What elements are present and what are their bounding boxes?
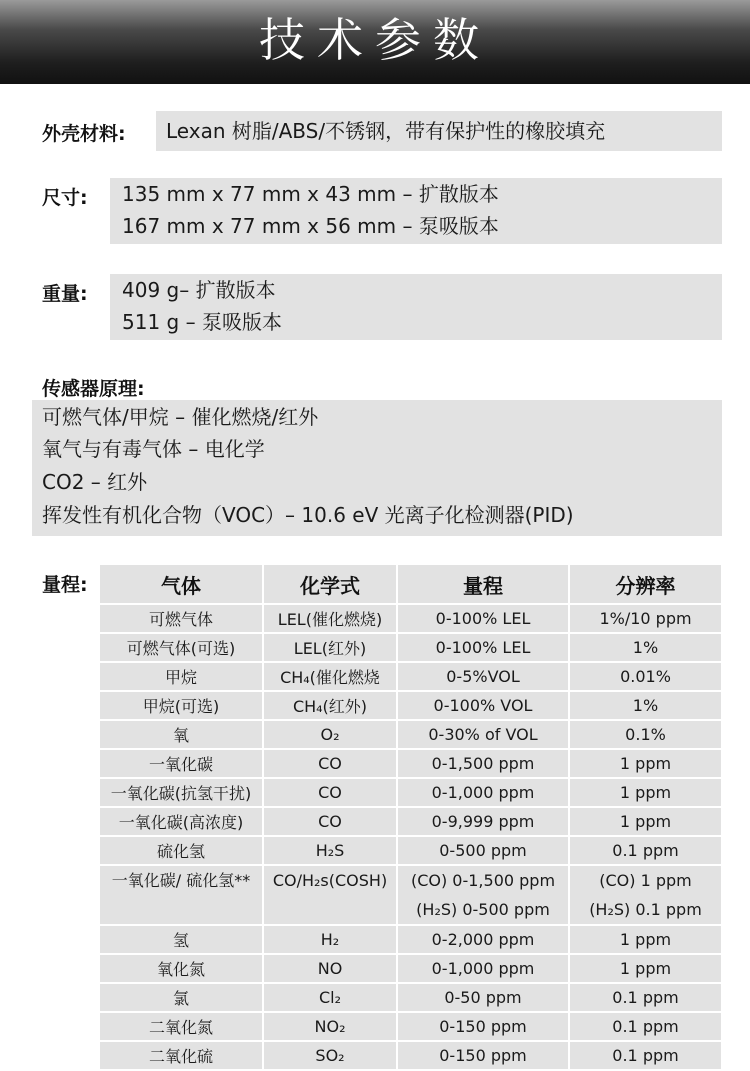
range-cell: 0-1,000 ppm <box>397 778 569 807</box>
formula-cell: LEL(催化燃烧) <box>263 604 397 633</box>
formula-cell: Cl₂ <box>263 983 397 1012</box>
gas-cell: 氢 <box>100 925 263 954</box>
resolution-cell: 0.01% <box>569 662 722 691</box>
header-resolution: 分辨率 <box>569 565 722 604</box>
header-gas: 气体 <box>100 565 263 604</box>
gas-cell: 氯 <box>100 983 263 1012</box>
range-cell: 0-100% LEL <box>397 633 569 662</box>
gas-cell: 甲烷(可选) <box>100 691 263 720</box>
table-row <box>100 778 722 807</box>
range-cell: 0-150 ppm <box>397 1041 569 1070</box>
gas-cell: 甲烷 <box>100 662 263 691</box>
formula-cell: CO <box>263 807 397 836</box>
gas-cell: 氧化氮 <box>100 954 263 983</box>
table-row <box>100 925 722 954</box>
resolution-cell: 1 ppm <box>569 807 722 836</box>
table-row <box>100 954 722 983</box>
combo-res-h2s: (H₂S) 0.1 ppm <box>589 900 702 919</box>
weight-box <box>110 274 722 340</box>
range-cell: 0-50 ppm <box>397 983 569 1012</box>
size-label: 尺寸: <box>42 187 88 209</box>
gas-cell: 一氧化碳 <box>100 749 263 778</box>
page-title: 技术参数 <box>259 13 491 67</box>
housing-value: Lexan 树脂/ABS/不锈钢，带有保护性的橡胶填充 <box>166 119 606 143</box>
table-row <box>100 836 722 865</box>
range-cell: 0-500 ppm <box>397 836 569 865</box>
gas-cell: 硫化氢 <box>100 836 263 865</box>
weight-line-1: 409 g– 扩散版本 <box>122 278 276 302</box>
gas-cell <box>100 865 263 925</box>
weight-line-2: 511 g – 泵吸版本 <box>122 310 282 334</box>
range-cell: 0-1,500 ppm <box>397 749 569 778</box>
formula-cell <box>263 865 397 925</box>
gas-cell: 氧 <box>100 720 263 749</box>
combo-range-co: (CO) 0-1,500 ppm <box>410 871 556 890</box>
range-cell <box>397 865 569 925</box>
sensor-box <box>32 400 722 536</box>
housing-value-box <box>156 111 722 151</box>
combo-res-co: (CO) 1 ppm <box>599 871 692 890</box>
table-row <box>100 691 722 720</box>
table-row <box>100 983 722 1012</box>
table-row <box>100 720 722 749</box>
range-cell: 0-100% VOL <box>397 691 569 720</box>
gas-cell: 可燃气体(可选) <box>100 633 263 662</box>
resolution-cell: 0.1% <box>569 720 722 749</box>
resolution-cell: 0.1 ppm <box>569 1012 722 1041</box>
range-cell: 0-150 ppm <box>397 1012 569 1041</box>
range-table <box>100 565 723 1071</box>
gas-cell: 二氧化氮 <box>100 1012 263 1041</box>
resolution-cell: 1% <box>569 691 722 720</box>
table-row <box>100 633 722 662</box>
formula-cell: CO <box>263 778 397 807</box>
resolution-cell: 1 ppm <box>569 954 722 983</box>
resolution-cell: 1% <box>569 633 722 662</box>
formula-cell: CH₄(催化燃烧 <box>263 662 397 691</box>
combo-formula: CO/H₂s(COSH) <box>272 871 388 890</box>
combo-range-h2s: (H₂S) 0-500 ppm <box>416 900 550 919</box>
header-range: 量程 <box>397 565 569 604</box>
gas-cell: 一氧化碳(高浓度) <box>100 807 263 836</box>
resolution-cell: 0.1 ppm <box>569 836 722 865</box>
formula-cell: O₂ <box>263 720 397 749</box>
table-row <box>100 865 722 925</box>
table-row <box>100 749 722 778</box>
range-cell: 0-9,999 ppm <box>397 807 569 836</box>
range-cell: 0-2,000 ppm <box>397 925 569 954</box>
weight-label: 重量: <box>42 283 88 305</box>
table-row <box>100 604 722 633</box>
resolution-cell: 1 ppm <box>569 778 722 807</box>
formula-cell: LEL(红外) <box>263 633 397 662</box>
resolution-cell: 0.1 ppm <box>569 1041 722 1070</box>
sensor-line-2: 氧气与有毒气体 – 电化学 <box>42 437 265 461</box>
size-line-2: 167 mm x 77 mm x 56 mm – 泵吸版本 <box>122 214 499 238</box>
sensor-label: 传感器原理: <box>42 378 145 400</box>
sensor-line-3: CO2 – 红外 <box>42 470 148 494</box>
formula-cell: NO <box>263 954 397 983</box>
resolution-cell <box>569 865 722 925</box>
table-row <box>100 1041 722 1070</box>
resolution-cell: 1 ppm <box>569 925 722 954</box>
gas-cell: 一氧化碳(抗氢干扰) <box>100 778 263 807</box>
size-line-1: 135 mm x 77 mm x 43 mm – 扩散版本 <box>122 182 499 206</box>
range-cell: 0-30% of VOL <box>397 720 569 749</box>
gas-cell: 可燃气体 <box>100 604 263 633</box>
formula-cell: H₂ <box>263 925 397 954</box>
sensor-line-1: 可燃气体/甲烷 – 催化燃烧/红外 <box>42 405 319 429</box>
sensor-line-4: 挥发性有机化合物（VOC）– 10.6 eV 光离子化检测器(PID) <box>42 503 574 527</box>
gas-cell: 二氧化硫 <box>100 1041 263 1070</box>
table-header-row <box>100 565 722 604</box>
formula-cell: SO₂ <box>263 1041 397 1070</box>
housing-label: 外壳材料: <box>42 123 126 145</box>
header-banner <box>0 0 750 84</box>
range-cell: 0-100% LEL <box>397 604 569 633</box>
resolution-cell: 0.1 ppm <box>569 983 722 1012</box>
size-box <box>110 178 722 244</box>
range-label: 量程: <box>42 574 88 596</box>
formula-cell: CH₄(红外) <box>263 691 397 720</box>
formula-cell: NO₂ <box>263 1012 397 1041</box>
resolution-cell: 1 ppm <box>569 749 722 778</box>
formula-cell: H₂S <box>263 836 397 865</box>
header-formula: 化学式 <box>263 565 397 604</box>
range-cell: 0-1,000 ppm <box>397 954 569 983</box>
formula-cell: CO <box>263 749 397 778</box>
range-cell: 0-5%VOL <box>397 662 569 691</box>
table-row <box>100 662 722 691</box>
table-row <box>100 807 722 836</box>
table-row <box>100 1012 722 1041</box>
resolution-cell: 1%/10 ppm <box>569 604 722 633</box>
combo-gas: 一氧化碳/ 硫化氢** <box>111 871 251 890</box>
